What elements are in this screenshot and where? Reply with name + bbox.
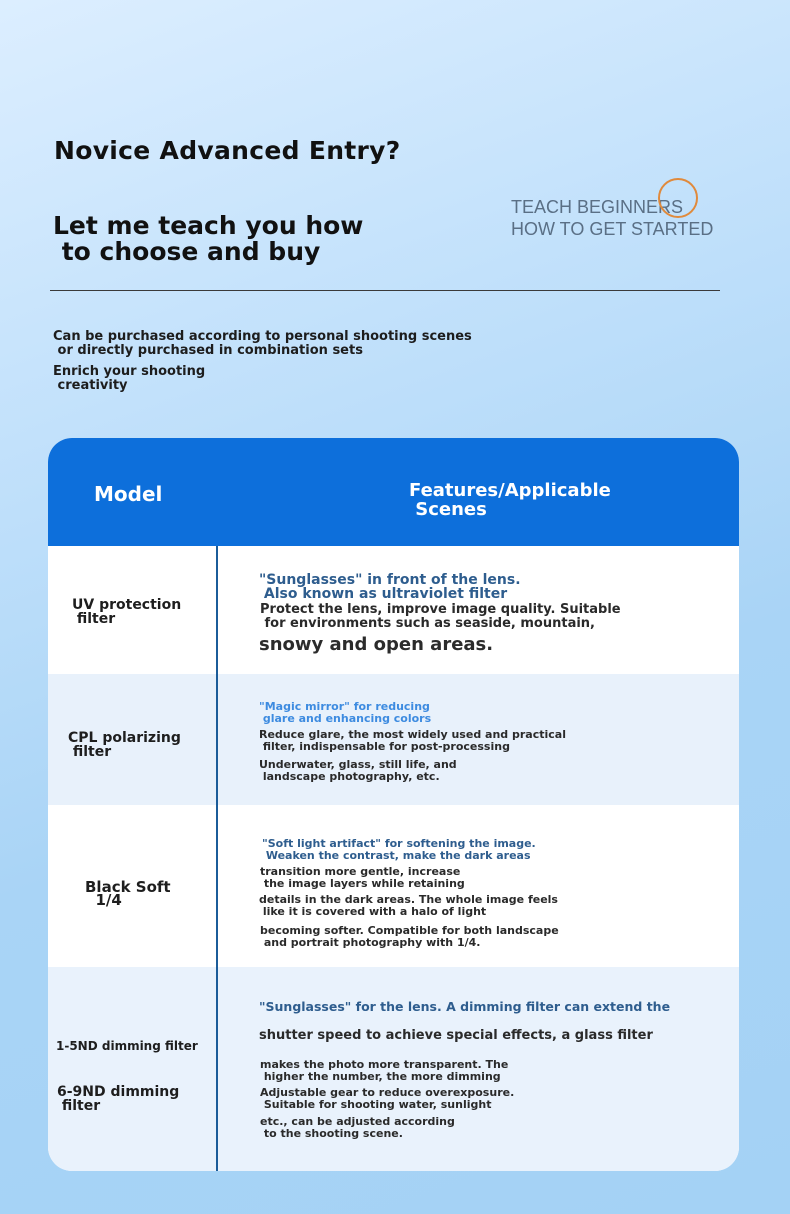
table-row-uv bbox=[48, 546, 739, 674]
table-header bbox=[48, 438, 739, 546]
intro-text: Can be purchased according to personal shooting scenes or directly purchased in combination sets bbox=[53, 329, 472, 358]
feature-body: details in the dark areas. The whole image feels like it is covered with a halo of light bbox=[259, 893, 558, 918]
circle-accent-icon bbox=[658, 178, 698, 218]
feature-body: Protect the lens, improve image quality. Suitable for environments such as seaside, mountain, bbox=[260, 602, 621, 631]
model-cell: 1-5ND dimming filter bbox=[56, 1039, 198, 1053]
table-row-cpl bbox=[48, 674, 739, 805]
feature-body: Reduce glare, the most widely used and practical filter, indispensable for post-processing bbox=[259, 728, 566, 753]
feature-body: shutter speed to achieve special effects, a glass filter bbox=[259, 1028, 653, 1043]
filter-table bbox=[48, 438, 739, 1171]
intro-text-2: Enrich your shooting creativity bbox=[53, 364, 206, 393]
subhead: Let me teach you how to choose and buy bbox=[53, 211, 364, 266]
feature-body: makes the photo more transparent. The higher the number, the more dimming bbox=[260, 1058, 509, 1083]
model-cell: CPL polarizing filter bbox=[68, 730, 181, 760]
feature-body: Underwater, glass, still life, and landscape photography, etc. bbox=[259, 758, 457, 783]
column-header-features: Features/Applicable Scenes bbox=[409, 480, 611, 520]
feature-body: Adjustable gear to reduce overexposure. Suitable for shooting water, sunlight bbox=[260, 1086, 515, 1111]
table-row-nd bbox=[48, 967, 739, 1171]
feature-body: becoming softer. Compatible for both landscape and portrait photography with 1/4. bbox=[260, 924, 559, 949]
divider bbox=[50, 290, 720, 291]
feature-title bbox=[259, 1000, 670, 1014]
teach-line-1: TEACH BEGINNERS bbox=[511, 197, 684, 217]
column-divider bbox=[216, 546, 218, 1171]
model-cell: UV protection filter bbox=[72, 597, 182, 627]
feature-title-rest: A dimming filter can extend the bbox=[441, 999, 671, 1014]
headline: Novice Advanced Entry? bbox=[54, 136, 401, 165]
table-row-black-soft bbox=[48, 805, 739, 967]
feature-title-highlight: "Sunglasses" for the lens. bbox=[259, 999, 442, 1014]
feature-body: snowy and open areas. bbox=[259, 634, 494, 655]
column-header-model: Model bbox=[94, 482, 163, 506]
feature-title: "Soft light artifact" for softening the image. Weaken the contrast, make the dark areas bbox=[262, 837, 536, 862]
feature-title: "Magic mirror" for reducing glare and enhancing colors bbox=[259, 700, 432, 725]
model-cell: Black Soft 1/4 bbox=[85, 878, 171, 909]
teach-line-2: HOW TO GET STARTED bbox=[511, 219, 714, 239]
feature-body: transition more gentle, increase the image layers while retaining bbox=[260, 865, 465, 890]
feature-title: "Sunglasses" in front of the lens. Also known as ultraviolet filter bbox=[259, 572, 521, 602]
model-cell-2: 6-9ND dimming filter bbox=[57, 1084, 180, 1114]
feature-body: etc., can be adjusted according to the shooting scene. bbox=[260, 1115, 455, 1140]
